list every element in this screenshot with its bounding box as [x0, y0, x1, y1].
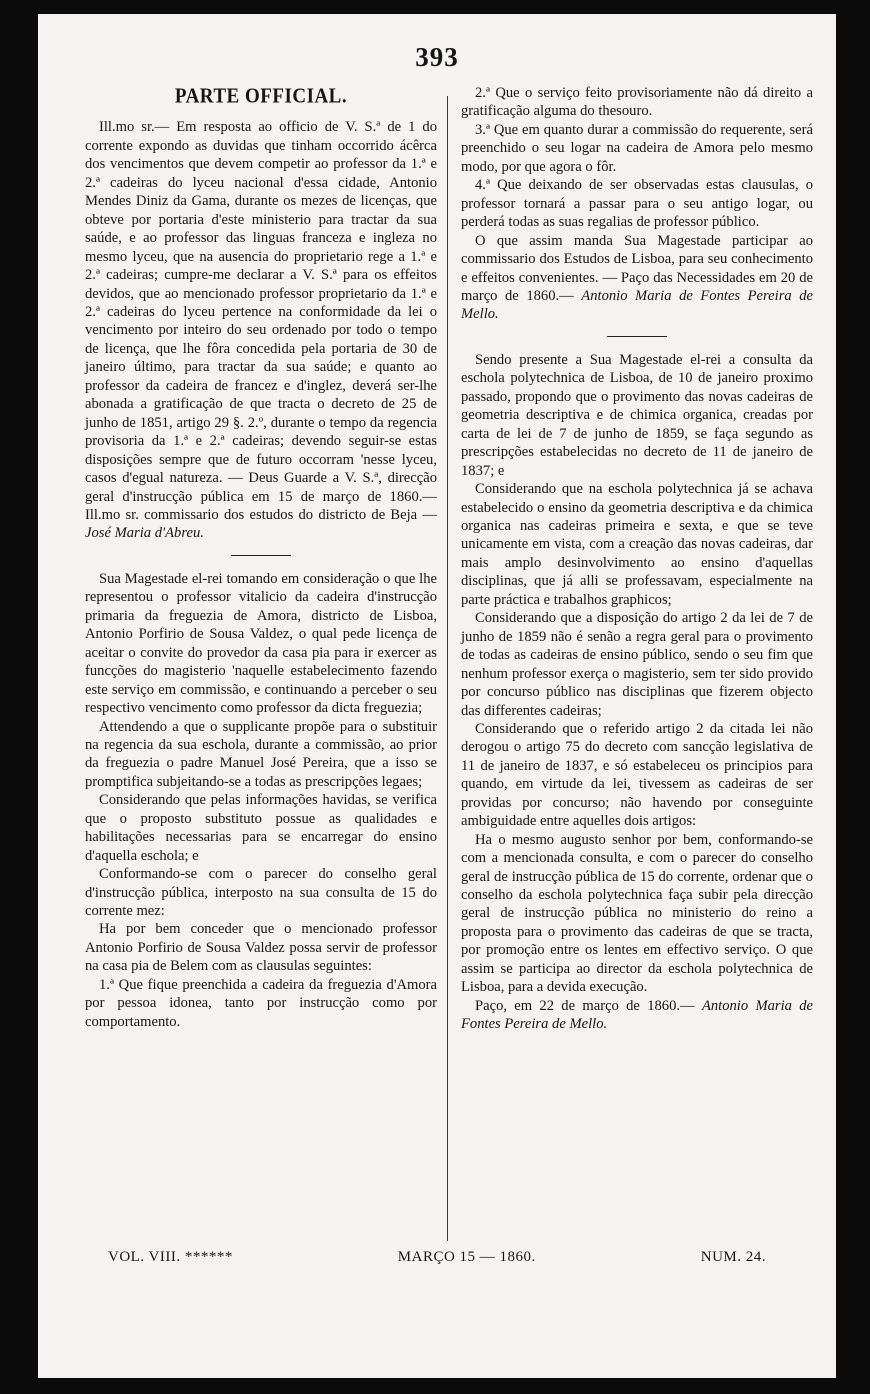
- paragraph-text: O que assim manda Sua Magestade participar ao commissario dos Estudos de Lisboa, para seu conhecimento e effeitos convenientes. — Paço das Necessidades em 20 de março de 1860.—: [461, 232, 813, 304]
- paragraph: Ha o mesmo augusto senhor por bem, conformando-se com a mencionada consulta, e com o parecer do conselho geral de instrucção pública de 15 do corrente, ordenar que o conselho da eschola polytechnica faça subir pela direcção geral de instrucção pública no ministerio do reino a proposta para o provimento das cadeiras de que se tracta, por promoção entre os lentes em effectivo serviço. O que assim se participa ao director da eschola polytechnica de Lisboa, para a devida execução.: [461, 831, 813, 996]
- section-heading: PARTE OFFICIAL.: [174, 84, 348, 109]
- paragraph-text: Paço, em 22 de março de 1860.—: [475, 997, 695, 1014]
- paragraph: Sendo presente a Sua Magestade el-rei a consulta da eschola polytechnica de Lisboa, de 10 de janeiro proximo passado, propondo que o provimento das novas cadeiras de geometria descriptiva e de chimica organica, creadas por carta de lei de 7 de junho de 1859, se faça segundo as prescripções estabelecidas no decreto de 11 de janeiro de 1837; e: [461, 351, 813, 479]
- paragraph: [85, 118, 437, 542]
- footer-number: NUM. 24.: [700, 1249, 766, 1265]
- signature: José Maria d'Abreu.: [85, 525, 204, 542]
- left-column: [85, 84, 437, 1031]
- footer-volume: VOL. VIII. ******: [108, 1249, 233, 1265]
- paragraph: 4.ª Que deixando de ser observadas estas clausulas, o professor tornará a passar para o seu antigo logar, ou perderá todas as suas regalias de professor público.: [461, 177, 813, 231]
- page-number: 393: [415, 42, 459, 72]
- paragraph: Attendendo a que o supplicante propõe para o substituir na regencia da sua escholа, durante a commissão, ao prior da freguezia o padre Manuel José Pereira, que a isso se promptifica subjeitando-se a todas as prescripções legaes;: [85, 718, 437, 790]
- signature: Antonio Maria de Fontes Pereira de Mello.: [461, 287, 813, 323]
- paragraph: 3.ª Que em quanto durar a commissão do requerente, será preenchido o seu logar na cadeira de Amora pelo mesmo modo, por que agora o fôr.: [461, 121, 813, 175]
- paragraph: Conformando-se com o parecer do conselho geral d'instrucção pública, interposto na sua consulta de 15 do corrente mez:: [85, 866, 437, 920]
- column-divider: [447, 96, 448, 1241]
- paragraph: [461, 997, 813, 1034]
- right-column: [461, 84, 813, 1034]
- paragraph: Considerando que o referido artigo 2 da citada lei não derogou o artigo 75 do decreto com sancção legislativa de 11 de janeiro de 1837, e só estabeleceu os principios para quando, em virtude da lei, tivessem as cadeiras de ser providas por concurso; não havendo por conseguinte ambiguidade entre aquelles dois artigos:: [461, 720, 813, 830]
- paragraph: Considerando que na eschola polytechnica já se achava estabelecido o ensino da geometria descriptiva e da chimica organica nas cadeiras primeira e sexta, e que se teve unicamente em vista, com a creação das novas cadeiras, dar mais amplo desinvolvimento ao ensino d'aquellas disciplinas, que já alli se professavam, especialmente na parte práctica e trabalhos graphicos;: [461, 481, 813, 608]
- newspaper-page: [38, 14, 836, 1378]
- paragraph: Sua Magestade el-rei tomando em consideração o que lhe representou o professor vitalicio da cadeira d'instrucção primaria da freguezia de Amora, districto de Lisboa, Antonio Porfirio de Sousa Valdez, o qual pede licença de aceitar o convite do provedor da casa pia para ir exercer as funcções do magisterio 'naquelle estabelecimento fazendo este serviço em commissão, e continuando a perceber o seu respectivo vencimento como professor da dicta freguezia;: [85, 570, 437, 717]
- paragraph: 1.ª Que fique preenchida a cadeira da freguezia d'Amora por pessoa idonea, tanto por instrucção como por comportamento.: [85, 976, 437, 1030]
- signature: Antonio Maria de Fontes Pereira de Mello.: [461, 997, 813, 1033]
- footer-date: MARÇO 15 — 1860.: [397, 1249, 536, 1265]
- paragraph: Considerando que a disposição do artigo 2 da lei de 7 de junho de 1859 não é senão a regra geral para o provimento de todas as cadeiras de ensino público, sendo o seu fim que nenhum professor exerça o magisterio, sem ter sido provido por concurso público nas disciplinas que fizerem objecto das differentes cadeiras;: [461, 610, 813, 719]
- separator-rule: [231, 555, 291, 556]
- paragraph-text: Ill.mo sr.— Em resposta ao officio de V. S.ª de 1 do corrente expondo as duvidas que tinham occorrido ácêrca dos vencimentos que devem competir ao professor da 1.ª e 2.ª cadeiras do lyceu nacional d'essa cidade, Antonio Mendes Diniz da Gama, durante os mezes de licenças, que obteve por portaria d'este ministerio para tractar da sua saúde, e ao professor das linguas franceza e ingleza no mesmo lyceu, que na ausencia do proprietario rege a 1.ª e 2.ª cadeiras; cumpre-me declarar a V. S.ª para os effeitos devidos, que ao mencionado professor proprietario da 1.ª e 2.ª cadeiras do lyceu pertence na conformidade da lei o vencimento por inteiro do seu ordenado por todo o tempo de licença, que lhe fôra concedida pela portaria de 30 de janeiro último, para tractar da sua saúde; e quanto ao professor da cadeira de francez e d'inglez, deverá ser-lhe abonada a gratificação de que tracta o decreto de 25 de junho de 1851, artigo 29 §. 2.º, durante o tempo da regencia provisoria da 1.ª e 2.ª cadeiras; devendo seguir-se estas disposições sempre que de futuro occorram 'nesse lyceu, casos d'egual natureza. — Deus Guarde a V. S.ª, direcção geral d'instrucção pública em 15 de março de 1860.— Ill.mo sr. commissario dos estudos do districto de Beja —: [85, 119, 437, 523]
- paragraph: 2.ª Que o serviço feito provisoriamente não dá direito a gratificação alguma do thesouro.: [461, 85, 813, 120]
- paragraph: Ha por bem conceder que o mencionado professor Antonio Porfirio de Sousa Valdez possa servir de professor na casa pia de Belem com as clausulas seguintes:: [85, 921, 437, 975]
- paragraph: [461, 232, 813, 324]
- paragraph: Considerando que pelas informações havidas, se verifica que o proposto substituto possue as qualidades e habilitações necessarias para se encarregar do ensino d'aquella eschola; e: [85, 792, 437, 864]
- page-footer: [108, 1249, 766, 1266]
- separator-rule: [607, 336, 667, 337]
